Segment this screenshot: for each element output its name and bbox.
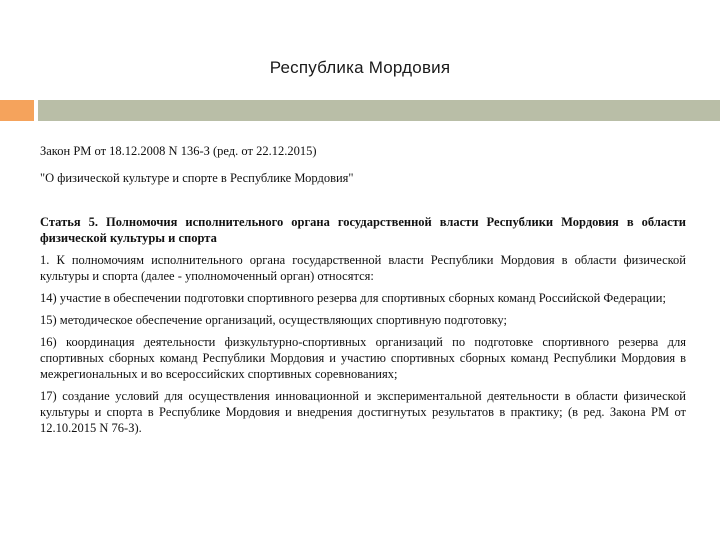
article-title: Статья 5. Полномочия исполнительного органа государственной власти Республики Мордовия в области физической культуры и спорта [40,215,686,245]
slide-title: Республика Мордовия [269,58,451,77]
paragraph-14: 14) участие в обеспечении подготовки спортивного резерва для спортивных сборных команд Российской Федерации; [40,291,666,305]
document-body [40,143,686,442]
paragraph-1: 1. К полномочиям исполнительного органа государственной власти Республики Мордовия в области физической культуры и спорта (далее - уполномоченный орган) относятся: [40,253,686,283]
law-reference: Закон РМ от 18.12.2008 N 136-З (ред. от 22.12.2015) [40,144,317,158]
title-underline-bar [38,100,720,121]
accent-bar [0,100,34,121]
paragraph-17: 17) создание условий для осуществления инновационной и экспериментальной деятельности в области физической культуры и спорта в Республике Мордовия и внедрения достигнутых результатов в практику; (в ред. Закона РМ от 12.10.2015 N 76-З). [40,389,686,435]
paragraph-15: 15) методическое обеспечение организаций, осуществляющих спортивную подготовку; [40,313,507,327]
law-title: "О физической культуре и спорте в Республике Мордовия" [40,171,354,185]
paragraph-16: 16) координация деятельности физкультурно-спортивных организаций по подготовке спортивного резерва для спортивных сборных команд Республики Мордовия и участию спортивных сборных команд Республики Мордовия в межрегиональных и во всероссийских спортивных соревнованиях; [40,335,686,381]
